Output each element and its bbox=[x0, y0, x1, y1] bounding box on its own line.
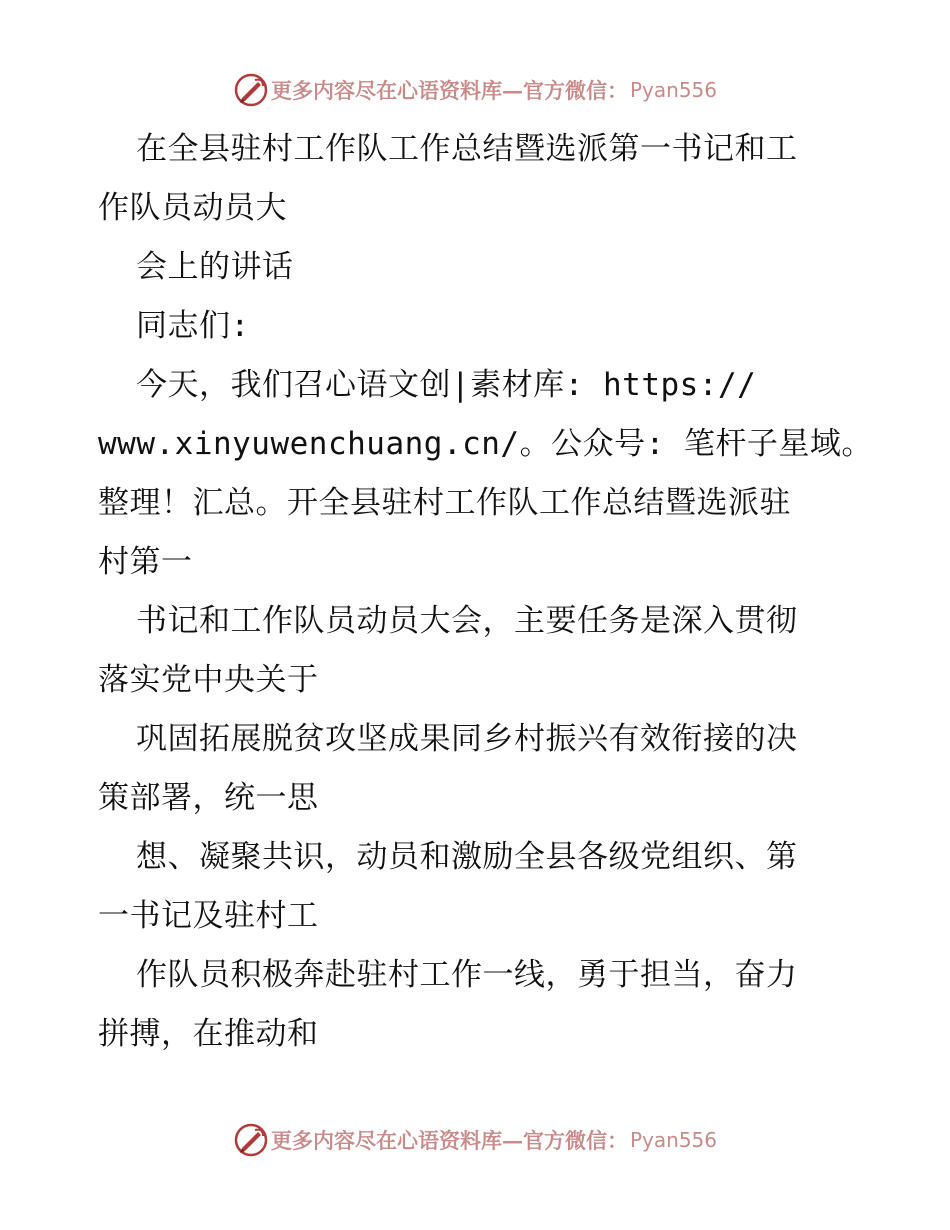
paragraph-line: 一书记及驻村工 bbox=[98, 898, 319, 934]
paragraph-line: 作队员积极奔赴驻村工作一线，勇于担当，奋力 bbox=[136, 957, 798, 993]
title-line: 作队员动员大 bbox=[98, 190, 287, 226]
paragraph-line: 整理！汇总。开全县驻村工作队工作总结暨选派驻 bbox=[98, 485, 791, 521]
title-line: 在全县驻村工作队工作总结暨选派第一书记和工 bbox=[136, 131, 798, 167]
paragraph-line: www.xinyuwenchuang.cn/。公众号: 笔杆子星域。 bbox=[98, 426, 873, 462]
banner-text: 更多内容尽在心语资料库—官方微信： bbox=[270, 78, 628, 103]
paragraph-line: 书记和工作队员动员大会，主要任务是深入贯彻 bbox=[136, 603, 798, 639]
salutation: 同志们: bbox=[136, 308, 250, 344]
quill-pen-icon bbox=[233, 72, 269, 108]
paragraph-line: 策部署，统一思 bbox=[98, 780, 319, 816]
paragraph-line: 拼搏，在推动和 bbox=[98, 1016, 319, 1052]
paragraph-line: 今天，我们召心语文创|素材库: https:// bbox=[136, 367, 757, 403]
paragraph-line: 巩固拓展脱贫攻坚成果同乡村振兴有效衔接的决 bbox=[136, 721, 798, 757]
quill-pen-icon bbox=[233, 1122, 269, 1158]
paragraph-line: 落实党中央关于 bbox=[98, 662, 319, 698]
header-banner bbox=[0, 68, 950, 112]
title-line: 会上的讲话 bbox=[136, 249, 294, 285]
document-body bbox=[98, 120, 873, 1064]
footer-banner bbox=[0, 1118, 950, 1162]
banner-contact: Pyan556 bbox=[629, 1128, 717, 1152]
banner-text: 更多内容尽在心语资料库—官方微信： bbox=[270, 1128, 628, 1153]
banner-contact: Pyan556 bbox=[629, 78, 717, 102]
paragraph-line: 村第一 bbox=[98, 544, 193, 580]
paragraph-line: 想、凝聚共识，动员和激励全县各级党组织、第 bbox=[136, 839, 798, 875]
